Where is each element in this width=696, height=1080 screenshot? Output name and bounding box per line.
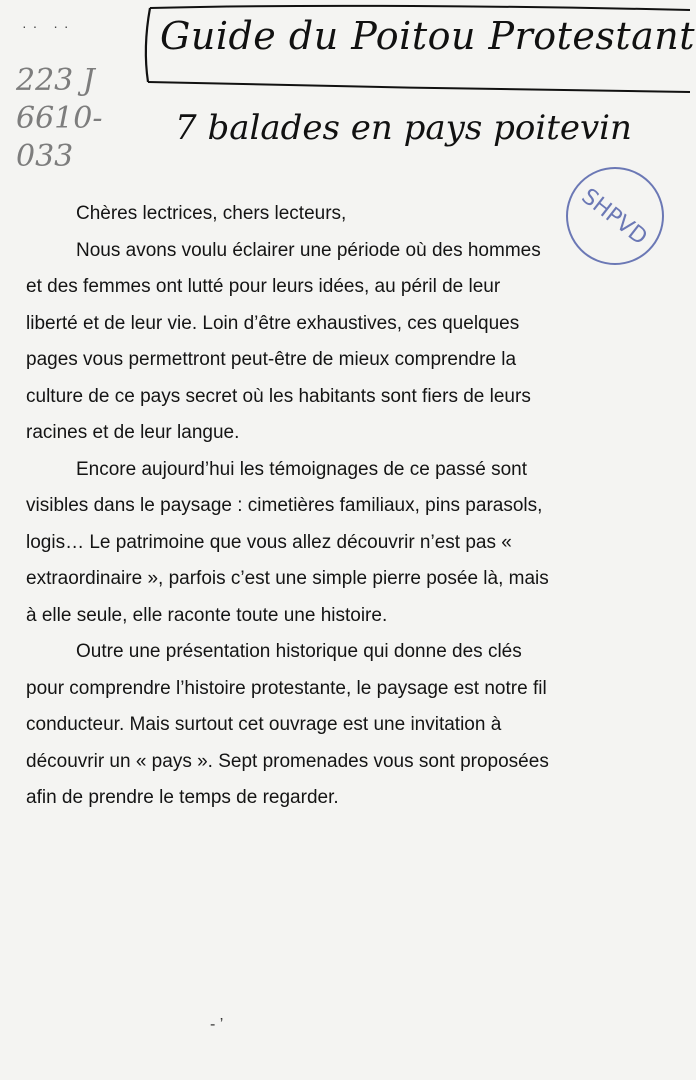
margin-reference-note xyxy=(16,62,102,176)
pencil-mark: - ’ xyxy=(210,1016,224,1033)
stamp-text: SHPVD xyxy=(576,184,652,251)
paragraph-2: Encore aujourd’hui les témoignages de ce passé sont visibles dans le paysage : cimetières familiaux, pins parasols, logis… Le patrimoine que vous allez découvrir n’est pas « extraordinaire », parfois c’est une simple pierre posée là, mais à elle seule, elle raconte toute une histoire. xyxy=(26,458,549,626)
greeting: Chères lectrices, chers lecteurs, xyxy=(76,203,347,224)
margin-note-line-2: 6610- xyxy=(16,101,103,136)
handwritten-subtitle: 7 balades en pays poitevin xyxy=(175,108,632,148)
body-text xyxy=(26,196,556,817)
paragraph-1: Nous avons voulu éclairer une période où des hommes et des femmes ont lutté pour leurs idées, au péril de leur liberté et de leur vie. Loin d’être exhaustives, ces quelques pages vous permettront peut-être de mieux comprendre la culture de ce pays secret où les habitants sont fiers de leurs racines et de leur langue. xyxy=(26,239,541,443)
library-stamp xyxy=(563,164,667,268)
margin-note-line-3: 033 xyxy=(16,139,74,174)
handwritten-title: Guide du Poitou Protestant xyxy=(160,14,696,58)
margin-note-line-1: 223 J xyxy=(16,63,95,98)
paragraph-3: Outre une présentation historique qui donne des clés pour comprendre l’histoire protestante, le paysage est notre fil conducteur. Mais surtout cet ouvrage est une invitation à découvrir un « pays ». Sept promenades vous sont proposées afin de prendre le temps de regarder. xyxy=(26,641,549,808)
corner-marks: ·· ·· xyxy=(22,18,75,34)
